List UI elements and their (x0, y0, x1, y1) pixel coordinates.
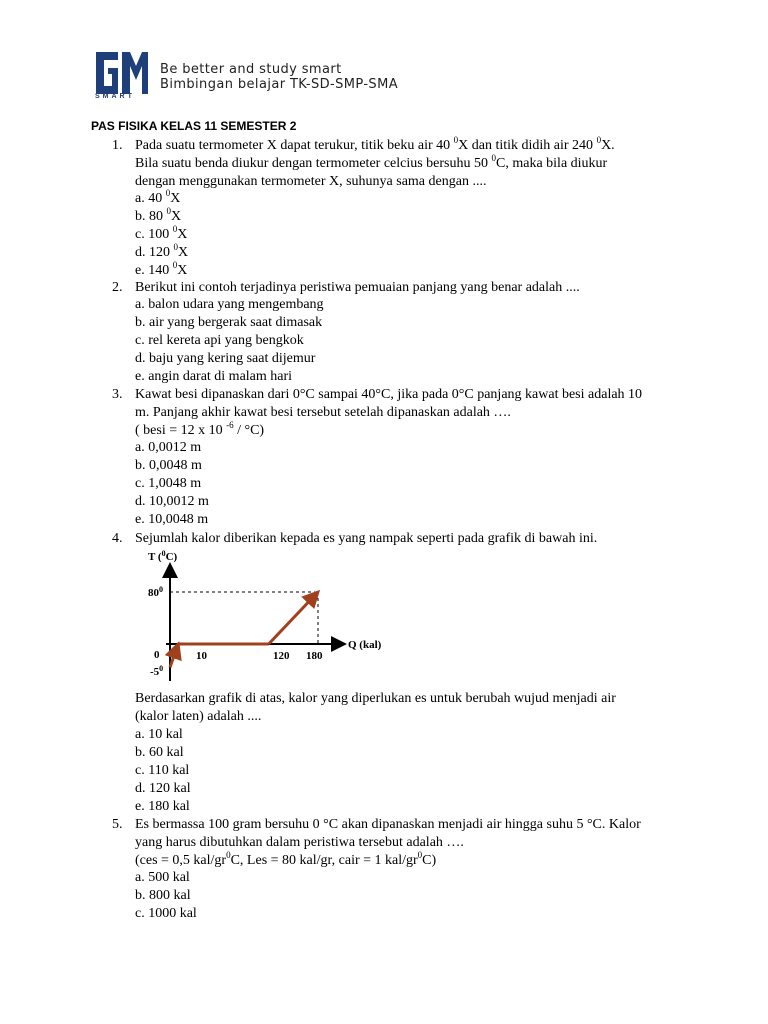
option-unit: X (178, 245, 189, 260)
exponent-sup: -6 (226, 420, 234, 430)
answer-options (135, 726, 191, 816)
question-text: Sejumlah kalor diberikan kepada es yang nampak seperti pada grafik di bawah ini. (135, 531, 598, 546)
series-segment-3 (269, 592, 318, 644)
option-e[interactable] (135, 262, 188, 280)
answer-options (135, 296, 324, 386)
option-text: d. 120 (135, 245, 174, 260)
degree-sup: 0 (226, 850, 231, 860)
option-unit: X (171, 209, 182, 224)
degree-sup: 0 (172, 260, 178, 270)
answer-options (135, 439, 209, 529)
option-c[interactable]: c. 1000 kal (135, 906, 197, 921)
degree-sup: 0 (172, 224, 178, 234)
question-number: 1. (112, 138, 123, 153)
option-d[interactable]: d. 120 kal (135, 781, 191, 796)
degree-sup: 0 (173, 242, 178, 252)
option-b[interactable]: b. 60 kal (135, 745, 184, 760)
q1-line1c: X. (601, 138, 615, 153)
option-c[interactable]: c. 1,0048 m (135, 476, 202, 491)
answer-options (135, 869, 197, 923)
y-tick-neg5: $-5^0$ (150, 664, 164, 678)
x-axis-label: Q (kal) (348, 639, 382, 651)
question-text (135, 386, 695, 440)
question-text (135, 816, 695, 870)
option-b[interactable] (135, 208, 188, 226)
option-e[interactable]: e. 180 kal (135, 799, 190, 814)
q3-line3a: ( besi = 12 x 10 (135, 423, 227, 438)
option-text: c. 100 (135, 227, 173, 242)
q1-line3: dengan menggunakan termometer X, suhunya sama dengan .... (135, 174, 487, 189)
page-title: PAS FISIKA KELAS 11 SEMESTER 2 (91, 119, 297, 133)
degree-sup: 0 (166, 206, 171, 216)
option-unit: X (177, 263, 188, 278)
q5-line2: yang harus dibutuhkan dalam peristiwa tersebut adalah …. (135, 835, 464, 850)
degree-sup: 0 (596, 135, 602, 145)
option-a[interactable]: a. 10 kal (135, 727, 183, 742)
q5-line3a: (ces = 0,5 kal/gr (135, 853, 227, 868)
option-b[interactable]: b. air yang bergerak saat dimasak (135, 315, 323, 330)
option-d[interactable] (135, 244, 188, 262)
option-text: a. 40 (135, 191, 166, 206)
question-number: 2. (112, 280, 123, 295)
option-d[interactable]: d. baju yang kering saat dijemur (135, 351, 316, 366)
logo-subtitle: SMART (95, 93, 135, 100)
q5-line3b: C, Les = 80 kal/gr, cair = 1 kal/gr (230, 853, 418, 868)
series-line (170, 592, 318, 667)
q1-line2b: C, maka bila diukur (496, 156, 608, 171)
option-c[interactable]: c. 110 kal (135, 763, 190, 778)
question-number: 4. (112, 531, 123, 546)
option-c[interactable] (135, 226, 188, 244)
y-tick-0: 0 (154, 649, 160, 661)
q1-line1b: X dan titik didih air 240 (458, 138, 597, 153)
option-d[interactable]: d. 10,0012 m (135, 494, 209, 509)
q3-line3b: / °C) (233, 423, 265, 438)
y-tick-80: $80^0$ (148, 585, 163, 599)
option-a[interactable]: a. 500 kal (135, 870, 190, 885)
option-text: e. 140 (135, 263, 173, 278)
option-unit: X (170, 191, 181, 206)
degree-sup: 0 (491, 153, 497, 163)
option-e[interactable]: e. 10,0048 m (135, 512, 209, 527)
y-axis-label: T ($^0$C) (148, 549, 178, 563)
degree-sup: 0 (165, 188, 171, 198)
option-unit: X (177, 227, 188, 242)
option-a[interactable]: a. balon udara yang mengembang (135, 297, 324, 312)
q3-line2: m. Panjang akhir kawat besi tersebut setelah dipanaskan adalah …. (135, 405, 511, 420)
option-a[interactable]: a. 0,0012 m (135, 440, 202, 455)
question-number: 3. (112, 387, 123, 402)
x-tick-120: 120 (273, 650, 290, 662)
heating-graph (140, 546, 400, 686)
question-text (135, 137, 695, 191)
option-text: b. 80 (135, 209, 167, 224)
answer-options (135, 190, 188, 280)
tagline-primary: Be better and study smart (160, 62, 342, 77)
degree-sup: 0 (453, 135, 459, 145)
option-c[interactable]: c. rel kereta api yang bengkok (135, 333, 304, 348)
option-e[interactable]: e. angin darat di malam hari (135, 369, 293, 384)
degree-sup: 0 (417, 850, 423, 860)
question-number: 5. (112, 817, 123, 832)
x-tick-10: 10 (196, 650, 207, 662)
q3-line1: Kawat besi dipanaskan dari 0°C sampai 40°C, jika pada 0°C panjang kawat besi adalah 10 (135, 387, 643, 402)
q5-line3c: C) (422, 853, 437, 868)
x-tick-180: 180 (306, 650, 323, 662)
option-b[interactable]: b. 0,0048 m (135, 458, 202, 473)
series-segment-1 (170, 644, 178, 667)
q1-line2a: Bila suatu benda diukur dengan termometer celcius bersuhu 50 (135, 156, 492, 171)
q4-after2: (kalor laten) adalah .... (135, 709, 262, 724)
q4-after1: Berdasarkan grafik di atas, kalor yang diperlukan es untuk berubah wujud menjadi air (135, 691, 616, 706)
tagline-secondary: Bimbingan belajar TK-SD-SMP-SMA (160, 77, 398, 92)
q5-line1: Es bermassa 100 gram bersuhu 0 °C akan dipanaskan menjadi air hingga suhu 5 °C. Kalor (135, 817, 641, 832)
option-b[interactable]: b. 800 kal (135, 888, 191, 903)
question-text-after-graph (135, 690, 695, 726)
question-text: Berikut ini contoh terjadinya peristiwa pemuaian panjang yang benar adalah .... (135, 280, 580, 295)
q1-line1a: Pada suatu termometer X dapat terukur, titik beku air 40 (135, 138, 454, 153)
option-a[interactable] (135, 190, 188, 208)
